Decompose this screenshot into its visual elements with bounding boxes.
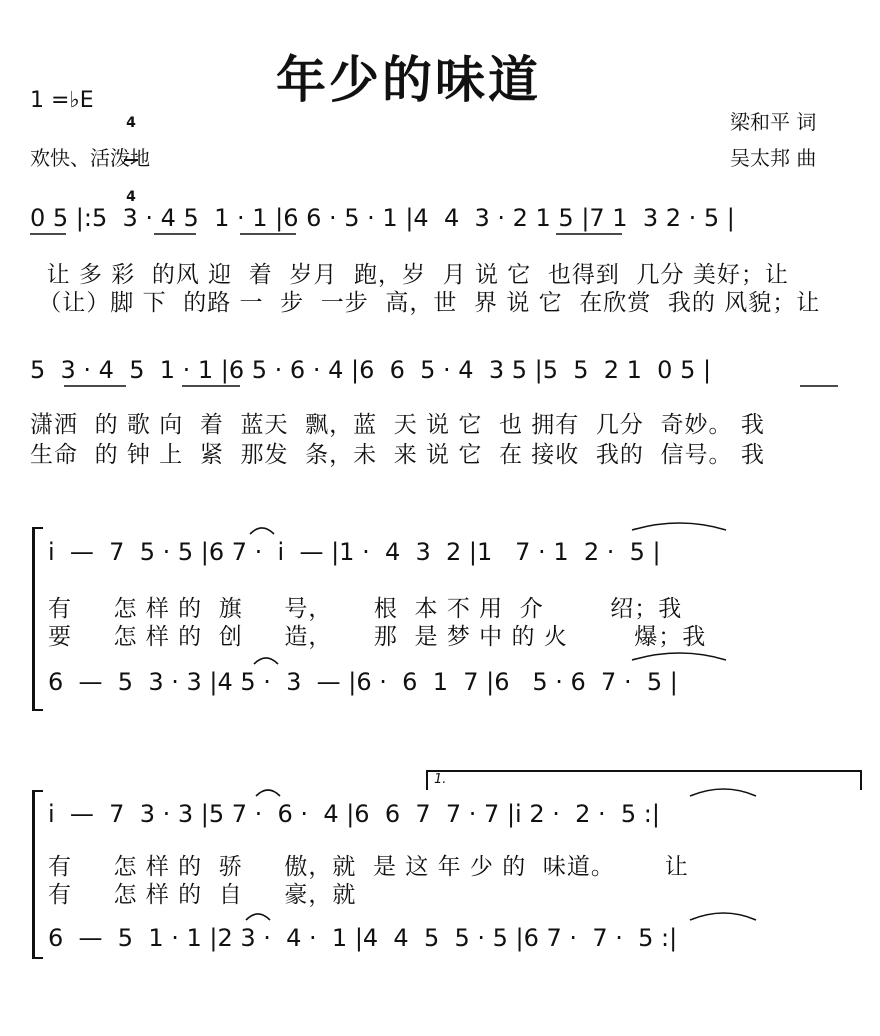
notation-line-4-lower: 6 — 5 1 · 1 |2 3 · 4 · 1 |4 4 5 5 · 5 |6 7 · 7 · 5 :| [48,924,678,952]
tie-mark [246,914,270,920]
lyric-line-4a: 有 怎 样 的 骄 傲，就 是 这 年 少 的 味道。 让 [48,854,689,880]
notation-line-1: 0 5 |:5 3 · 4 5 1 · 1 |6 6 · 5 · 1 |4 4 3 · 2 1 5 |7 1 3 2 · 5 | [30,204,735,232]
notation-line-4-upper: i — 7 3 · 3 |5 7 · 6 · 4 |6 6 7 7 · 7 |i 2 · 2 · 5 :| [48,800,660,828]
lyric-line-4b: 有 怎 样 的 自 豪，就 [48,882,357,908]
tie-mark [690,913,756,920]
tempo-marking: 欢快、活泼地 [30,146,150,170]
song-title: 年少的味道 [276,51,541,109]
lyric-line-1b: （让）脚 下 的路 一 步 一步 高，世 界 说 它 在欣赏 我的 风貌；让 [30,290,821,316]
tie-mark [256,790,280,796]
lyric-line-3a: 有 怎 样 的 旗 号， 根 本 不 用 介 绍；我 [48,596,683,622]
composer-credit: 吴太邦 曲 [730,146,817,170]
tie-mark [632,523,726,530]
tie-mark [690,789,756,796]
notation-line-3-upper: i — 7 5 · 5 |6 7 · i — |1 · 4 3 2 |1 7 · 1 2 · 5 | [48,538,661,566]
lyricist-credit: 梁和平 词 [730,110,817,134]
lyric-line-2a: 潇洒 的 歌 向 着 蓝天 飘，蓝 天 说 它 也 拥有 几分 奇妙。 我 [30,412,765,438]
tie-mark [254,658,278,664]
tie-mark [250,528,274,534]
first-ending-label: 1. [434,772,447,787]
notation-line-2: 5 3 · 4 5 1 · 1 |6 5 · 6 · 4 |6 6 5 · 4 3 5 |5 5 2 1 0 5 | [30,356,712,384]
time-signature-top: 4 [126,115,136,131]
lyric-line-3b: 要 怎 样 的 创 造， 那 是 梦 中 的 火 爆；我 [48,624,707,650]
notation-line-3-lower: 6 — 5 3 · 3 |4 5 · 3 — |6 · 6 1 7 |6 5 · 6 7 · 5 | [48,668,678,696]
lyric-line-2b: 生命 的 钟 上 紧 那发 条，未 来 说 它 在 接收 我的 信号。 我 [30,442,765,468]
lyric-line-1a: 让 多 彩 的风 迎 着 岁月 跑，岁 月 说 它 也得到 几分 美好；让 [30,262,789,288]
time-signature-bottom: 4 [126,189,136,205]
tie-mark [632,653,726,660]
key-signature: 1 =♭E [30,88,94,113]
